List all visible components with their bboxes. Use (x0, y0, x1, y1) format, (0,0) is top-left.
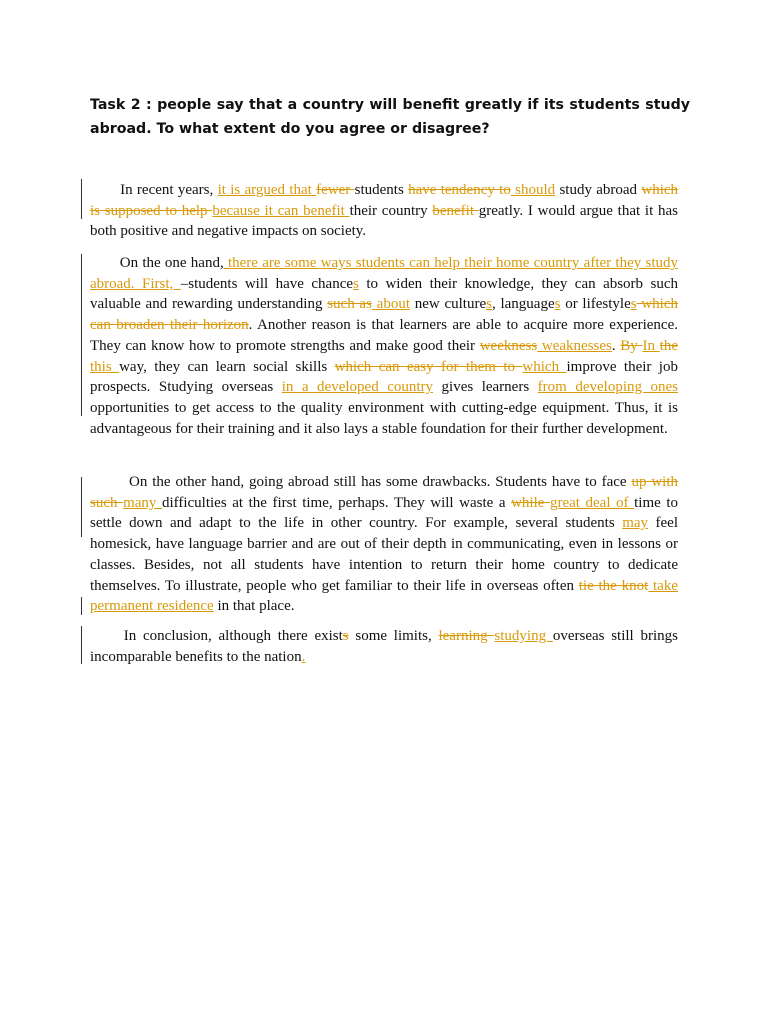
body-text: their country (349, 202, 433, 219)
paragraph-conclusion (90, 626, 678, 667)
deleted-text: weekness (479, 337, 538, 354)
change-bar (81, 597, 82, 615)
inserted-text: s (554, 296, 561, 313)
inserted-text: which (522, 358, 567, 375)
body-text: improve their job prospects. Studying overseas (90, 358, 678, 396)
inserted-text: great deal of (549, 494, 635, 511)
deleted-text: benefit (432, 202, 479, 219)
inserted-text: take permanent residence (90, 577, 678, 615)
inserted-text: because it can benefit (212, 202, 350, 219)
paragraph-drawbacks (90, 472, 678, 617)
body-text: new culture (410, 296, 487, 313)
body-text: greatly. I would argue that it has both positive and negative impacts on society. (90, 202, 678, 240)
body-text: some limits, (348, 628, 439, 644)
inserted-text: many (123, 494, 162, 511)
deleted-text: such as (327, 296, 372, 313)
body-text: In conclusion, although there exist (90, 628, 343, 644)
inserted-text: from developing ones (537, 379, 678, 396)
inserted-text: studying (494, 628, 553, 644)
body-text: difficulties at the first time, perhaps. They will waste a (161, 494, 512, 511)
inserted-text: s (630, 296, 637, 313)
deleted-text: which can broaden their horizon (90, 296, 678, 334)
change-bar (81, 254, 82, 416)
deleted-text: up with such (90, 474, 679, 511)
paragraph-intro (90, 180, 678, 242)
deleted-text: fewer (316, 182, 355, 198)
body-text: time to settle down and adapt to the life in other country. For example, several students (90, 494, 678, 532)
inserted-text: In (642, 337, 660, 354)
task-title: Task 2 : people say that a country will benefit greatly if its students study abroad. To what extent do you agree or disagree? (90, 97, 690, 137)
body-text: opportunities to get access to the quality environment with cutting-edge equipment. Thus, it is advantageous for their training and it also lays a stable foundation for their further development. (90, 399, 678, 437)
deleted-text: have tendency to (408, 182, 511, 198)
body-text: , language (491, 296, 555, 313)
paragraph-advantages (90, 253, 678, 439)
inserted-text: . (301, 648, 306, 665)
body-text: gives learners (433, 379, 538, 396)
inserted-text: this (90, 358, 120, 375)
body-text: in that place. (213, 598, 295, 615)
deleted-text: which can easy for them to (334, 358, 523, 375)
body-text: On the other hand, going abroad still has some drawbacks. Students have to face (90, 474, 632, 490)
deleted-text: By (620, 337, 643, 354)
deleted-text: learning (438, 628, 495, 644)
body-text: –students will have chance (180, 275, 354, 292)
inserted-text: there are some ways students can help their home country after they study abroad. First, (90, 255, 678, 292)
inserted-text: weaknesses (537, 337, 612, 354)
deleted-text: s (342, 628, 349, 644)
body-text: overseas still brings incomparable benefits to the nation (90, 628, 678, 665)
inserted-text: s (486, 296, 492, 313)
inserted-text: may (622, 515, 649, 532)
body-text: . (611, 337, 621, 354)
inserted-text: should (510, 182, 556, 198)
inserted-text: s (353, 275, 359, 292)
inserted-text: it is argued that (217, 182, 317, 198)
inserted-text: in a developed country (281, 379, 434, 396)
body-text: In recent years, (90, 182, 218, 198)
deleted-text: tie the knot (578, 577, 649, 594)
body-text: students (354, 182, 409, 198)
body-text: way, they can learn social skills (119, 358, 335, 375)
body-text: or lifestyle (560, 296, 631, 313)
body-text: . Another reason is that learners are able to acquire more experience. They can know how to promote strengths and make good their (90, 317, 678, 354)
body-text: feel homesick, have language barrier and are out of their depth in communicating, even in lessons or classes. Besides, not all students have intention to return their home country to dedicate themselves. To illustrate, people who get familiar to their life in overseas often (90, 515, 678, 594)
deleted-text: the (659, 337, 678, 354)
change-bar (81, 626, 82, 664)
deleted-text: while (511, 494, 550, 511)
body-text: On the one hand, (90, 255, 224, 271)
deleted-text: which is supposed to help (90, 182, 679, 219)
body-text: study abroad (555, 182, 642, 198)
change-bar (81, 179, 82, 219)
change-bar (81, 477, 82, 537)
body-text: to widen their knowledge, they can absorb such valuable and rewarding understanding (90, 275, 679, 313)
inserted-text: about (371, 296, 410, 313)
